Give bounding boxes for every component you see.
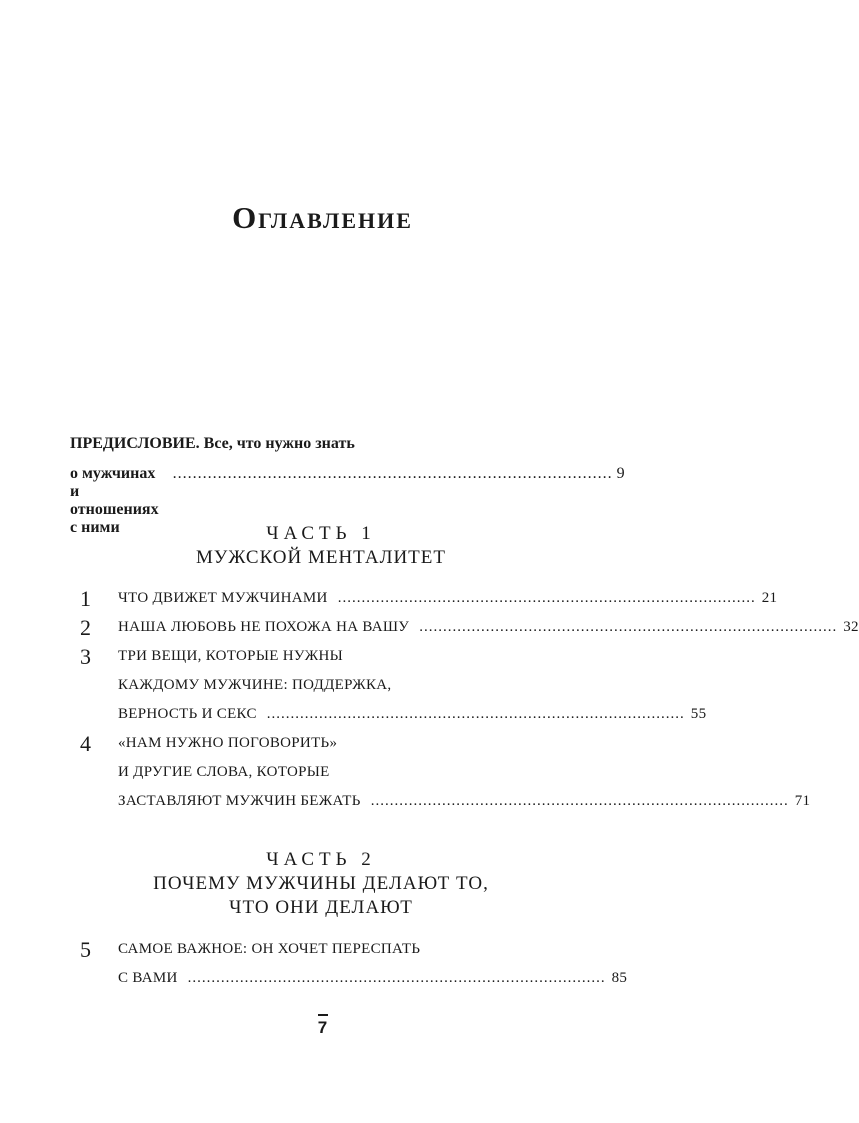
folio-rule [318,1014,328,1016]
dot-leader: ........................................................................................ [337,590,756,606]
chapter-page-number: 21 [761,590,778,606]
chapter-title: ВЕРНОСТЬ И СЕКС [118,706,257,722]
chapter-number: 2 [80,615,91,640]
chapter-title: «НАМ НУЖНО ПОГОВОРИТЬ» [118,735,338,751]
chapter-page-number: 32 [843,619,859,635]
part-1-heading [70,522,572,570]
dot-leader: ........................................................................................ [187,970,606,986]
chapter-title: ЗАСТАВЛЯЮТ МУЖЧИН БЕЖАТЬ [118,793,361,809]
page-number-text: 7 [317,1017,328,1037]
chapter-title-line [118,793,811,810]
chapter-title: С ВАМИ [118,970,178,986]
dot-leader: ........................................................................................ [172,465,613,482]
chapter-title-line [118,941,572,958]
chapter-title-line [118,590,778,607]
chapter-title: КАЖДОМУ МУЖЧИНЕ: ПОДДЕРЖКА, [118,677,392,693]
chapter-page-number: 71 [794,793,811,809]
chapter-title-line [118,735,572,752]
chapter-number: 4 [80,731,91,756]
chapter-title: НАША ЛЮБОВЬ НЕ ПОХОЖА НА ВАШУ [118,619,410,635]
part-label: ЧАСТЬ 2 [266,849,376,870]
chapter-title-line [118,706,707,723]
chapter-number: 3 [80,644,91,669]
part-name: МУЖСКОЙ МЕНТАЛИТЕТ [196,547,446,568]
dot-leader: ........................................................................................ [266,706,685,722]
part-name: ЧТО ОНИ ДЕЛАЮТ [229,897,413,918]
part-label: ЧАСТЬ 1 [266,523,376,544]
preface-page-number: 9 [616,465,625,482]
chapter-title-line [118,764,572,781]
dot-leader: ........................................................................................ [370,793,789,809]
chapter-page-number: 55 [690,706,707,722]
preface-title-text: о мужчинах и отношениях с ними [70,465,159,536]
preface-title-line-1: ПРЕДИСЛОВИЕ. Все, что нужно знать [70,435,355,452]
chapter-title: И ДРУГИЕ СЛОВА, КОТОРЫЕ [118,764,330,780]
chapter-title: САМОЕ ВАЖНОЕ: ОН ХОЧЕТ ПЕРЕСПАТЬ [118,941,421,957]
chapter-title-line [118,648,572,665]
chapter-number: 5 [80,937,91,962]
chapter-title: ЧТО ДВИЖЕТ МУЖЧИНАМИ [118,590,328,606]
part-2-heading [70,848,572,920]
page-number [0,1014,645,1038]
part-name: ПОЧЕМУ МУЖЧИНЫ ДЕЛАЮТ ТО, [153,873,489,894]
chapter-page-number: 85 [611,970,628,986]
chapter-title: ТРИ ВЕЩИ, КОТОРЫЕ НУЖНЫ [118,648,344,664]
page-title: Оглавление [232,200,413,235]
chapter-title-line [118,970,628,987]
chapter-title-line [118,677,572,694]
dot-leader: ........................................................................................ [419,619,838,635]
chapter-title-line [118,619,859,636]
chapter-number: 1 [80,586,91,611]
